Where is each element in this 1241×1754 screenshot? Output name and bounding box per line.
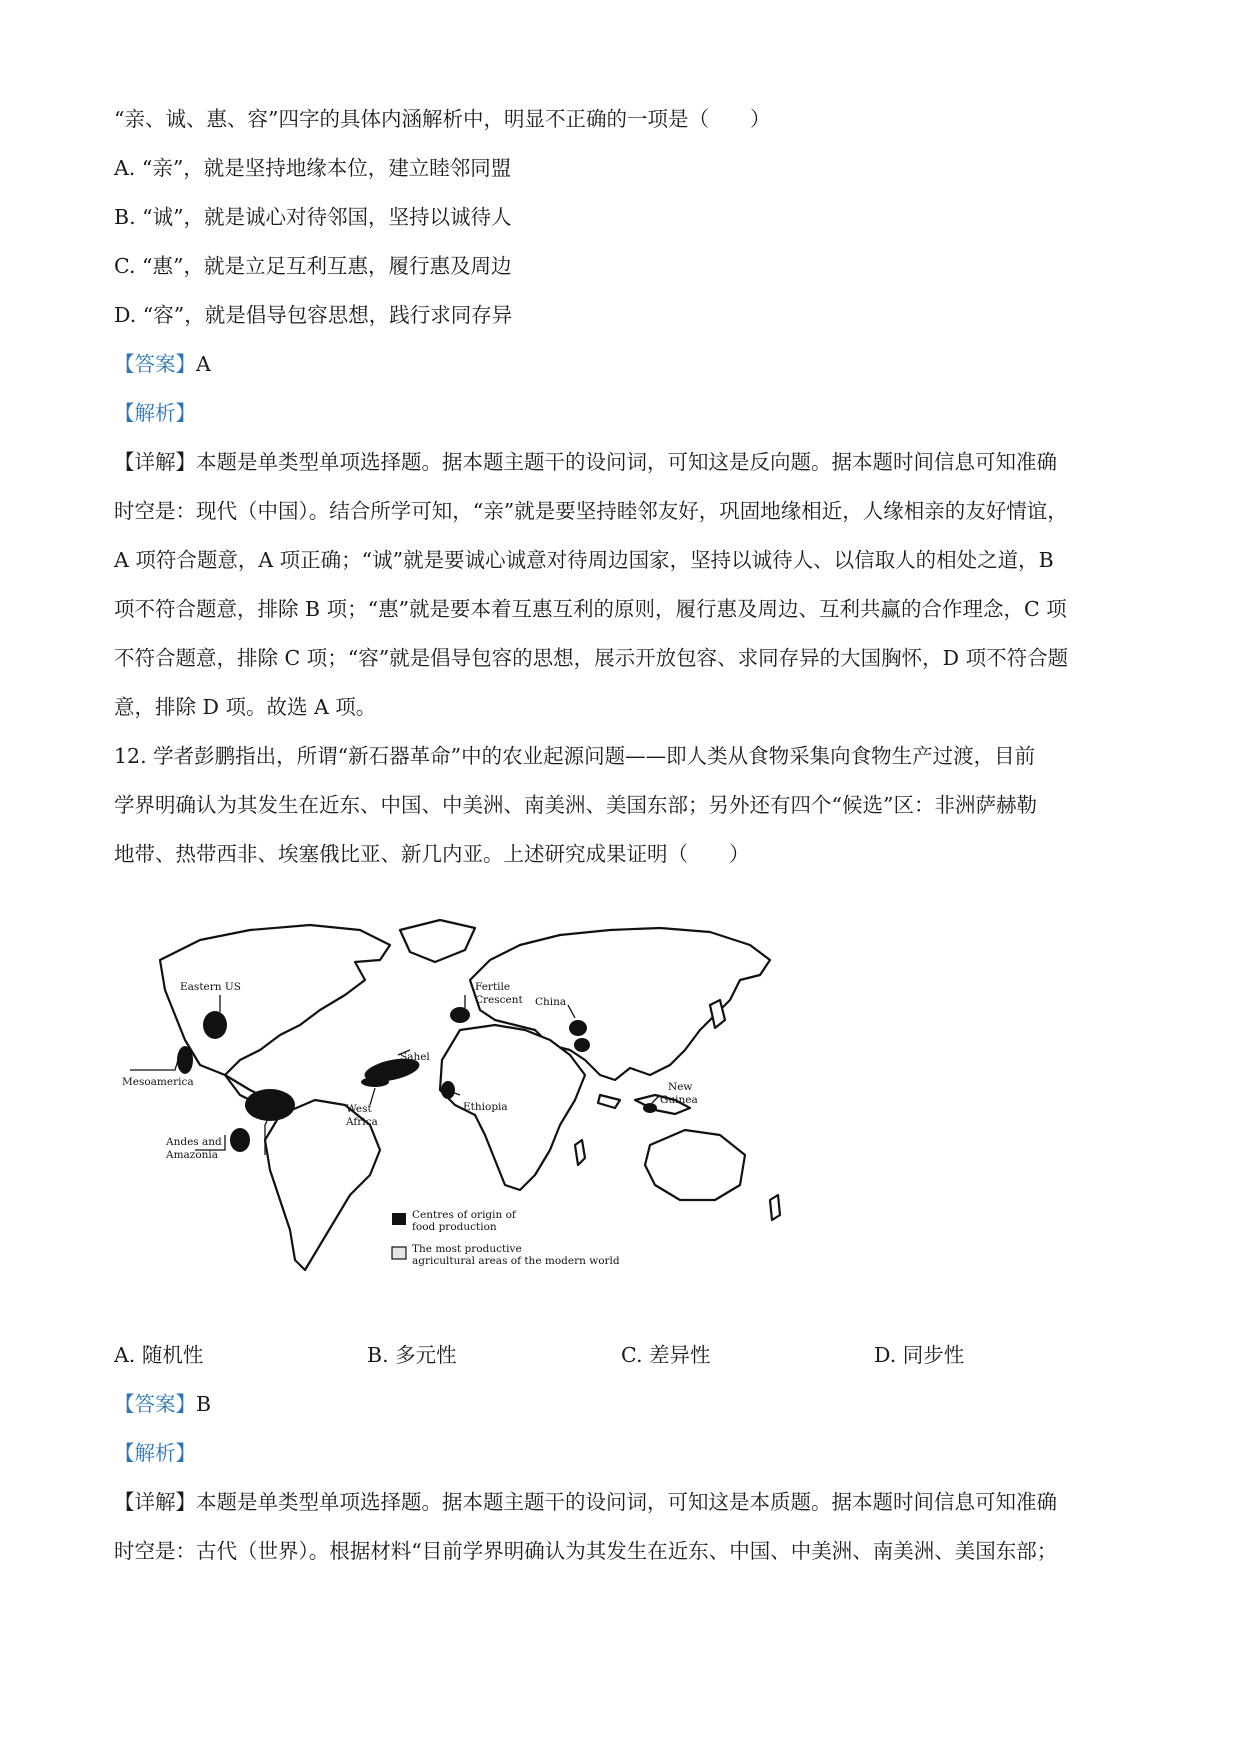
label-new-guinea-2: Guinea	[660, 1094, 698, 1106]
origin-eastern-us	[203, 1011, 227, 1039]
answer-value: A	[196, 352, 211, 376]
label-west-africa-2: Africa	[346, 1116, 378, 1128]
q11-detail-line-1	[114, 449, 1057, 475]
q12-stem-line-2: 学界明确认为其发生在近东、中国、中美洲、南美洲、美国东部；另外还有四个“候选”区：非洲萨赫勒	[114, 793, 1037, 817]
world-map	[122, 900, 790, 1310]
label-fertile-2: Crescent	[475, 994, 523, 1006]
q11-option-c: C. “惠”，就是立足互利互惠，履行惠及周边	[114, 254, 512, 278]
q11-detail-line-3: A 项符合题意，A 项正确；“诚”就是要诚心诚意对待周边国家，坚持以诚待人、以信取人的相处之道，B	[114, 548, 1054, 572]
origin-fertile-crescent	[450, 1007, 470, 1023]
label-mesoamerica: Mesoamerica	[122, 1076, 194, 1088]
q12-option-c: C. 差异性	[621, 1343, 711, 1367]
legend-productive-2: agricultural areas of the modern world	[412, 1255, 620, 1267]
q12-stem-line-3: 地带、热带西非、埃塞俄比亚、新几内亚。上述研究成果证明（ ）	[114, 842, 750, 866]
origin-mesoamerica	[177, 1046, 193, 1074]
islands-outline	[598, 1095, 620, 1108]
label-china: China	[535, 996, 567, 1008]
origin-new-guinea	[643, 1103, 657, 1113]
answer-tag: 【答案】	[114, 1392, 196, 1416]
q12-option-a: A. 随机性	[114, 1343, 204, 1367]
q12-detail-line-1	[114, 1489, 1057, 1515]
q11-detail-line-4: 项不符合题意，排除 B 项；“惠”就是要本着互惠互利的原则，履行惠及周边、互利共赢的合作理念，C 项	[114, 597, 1067, 621]
q12-detail-line-2: 时空是：古代（世界）。根据材料“目前学界明确认为其发生在近东、中国、中美洲、南美洲、美国东部；	[114, 1539, 1058, 1563]
new-zealand-outline	[770, 1195, 780, 1220]
label-new-guinea-1: New	[668, 1081, 693, 1093]
world-map-figure	[122, 900, 790, 1310]
north-america-outline	[160, 925, 390, 1075]
detail-text: 本题是单类型单项选择题。据本题主题干的设问词，可知这是本质题。据本题时间信息可知准确	[196, 1490, 1057, 1514]
origin-andes	[230, 1128, 250, 1152]
detail-tag: 【详解】	[114, 1490, 196, 1514]
q12-stem-line-1: 12. 学者彭鹏指出，所谓“新石器革命”中的农业起源问题——即人类从食物采集向食物生产过渡，目前	[114, 744, 1036, 768]
q11-option-b: B. “诚”，就是诚心对待邻国，坚持以诚待人	[114, 205, 512, 229]
q12-analysis-tag: 【解析】	[114, 1441, 196, 1465]
label-eastern-us: Eastern US	[180, 981, 241, 993]
madagascar-outline	[575, 1140, 585, 1165]
origin-china-1	[569, 1020, 587, 1036]
detail-tag: 【详解】	[114, 450, 196, 474]
q11-stem: “亲、诚、惠、容”四字的具体内涵解析中，明显不正确的一项是（ ）	[114, 107, 771, 131]
answer-value: B	[196, 1392, 212, 1416]
label-ethiopia: Ethiopia	[463, 1101, 508, 1113]
africa-outline	[440, 1025, 585, 1190]
label-fertile-1: Fertile	[475, 981, 511, 993]
origin-ethiopia	[441, 1081, 455, 1099]
legend-productive-1: The most productive	[412, 1243, 522, 1255]
label-andes-2: Amazonia	[166, 1149, 219, 1161]
q11-analysis-tag: 【解析】	[114, 401, 196, 425]
q11-answer	[114, 351, 211, 377]
label-sahel: Sahel	[400, 1051, 430, 1063]
origin-china-2	[574, 1038, 590, 1052]
q11-detail-line-5: 不符合题意，排除 C 项；“容”就是倡导包容的思想，展示开放包容、求同存异的大国胸怀，D 项不符合题	[114, 646, 1069, 670]
answer-tag: 【答案】	[114, 352, 196, 376]
q11-option-d: D. “容”，就是倡导包容思想，践行求同存异	[114, 303, 513, 327]
legend-origin-2: food production	[412, 1221, 497, 1233]
legend-productive-swatch	[392, 1247, 406, 1259]
q11-detail-line-6: 意，排除 D 项。故选 A 项。	[114, 695, 377, 719]
q12-answer	[114, 1391, 211, 1417]
q11-option-a: A. “亲”，就是坚持地缘本位，建立睦邻同盟	[114, 156, 512, 180]
legend-origin-swatch	[392, 1213, 406, 1225]
legend-origin-1: Centres of origin of	[412, 1209, 516, 1221]
label-west-africa-1: West	[346, 1103, 372, 1115]
detail-text: 本题是单类型单项选择题。据本题主题干的设问词，可知这是反向题。据本题时间信息可知准确	[196, 450, 1057, 474]
origin-west-africa	[361, 1077, 389, 1087]
q11-detail-line-2: 时空是：现代（中国）。结合所学可知，“亲”就是要坚持睦邻友好，巩固地缘相近，人缘相亲的友好情谊，	[114, 499, 1068, 523]
greenland-outline	[400, 920, 475, 962]
label-andes-1: Andes and	[166, 1136, 222, 1148]
australia-outline	[645, 1130, 745, 1200]
q12-option-d: D. 同步性	[874, 1343, 965, 1367]
q12-option-b: B. 多元性	[367, 1343, 457, 1367]
